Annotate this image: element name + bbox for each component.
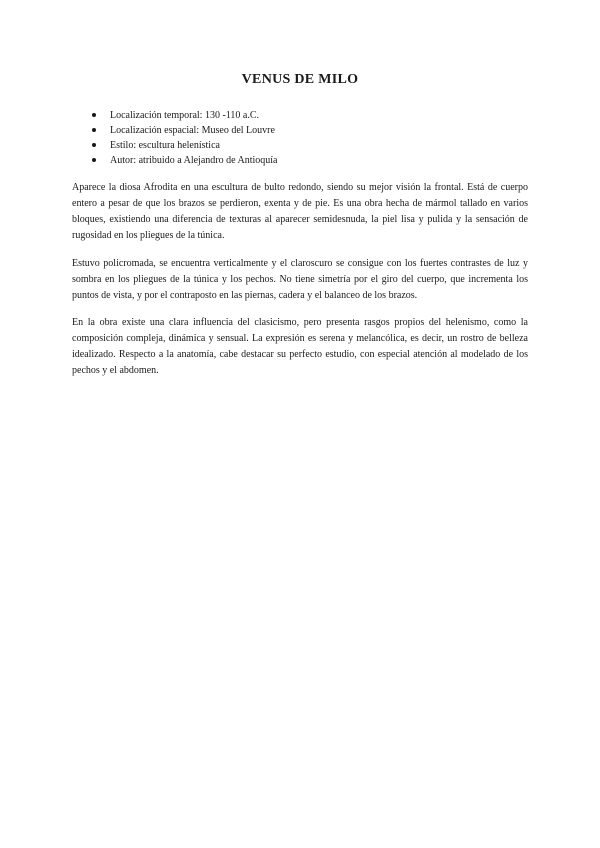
list-item-text: Estilo: escultura helenística xyxy=(110,140,220,151)
bullet-icon xyxy=(92,128,96,132)
paragraph-influence: En la obra existe una clara influencia del clasicismo, pero presenta rasgos propios del helenismo, como la composición compleja, dinámica y sensual. La expresión es serena y melancólica, es decir, un rostro de belleza idealizado. Respecto a la anatomía, cabe destacar su perfecto estudio, con especial atención al modelado de los pechos y el abdomen. xyxy=(72,317,528,376)
bullet-icon xyxy=(92,143,96,147)
list-item-text: Localización espacial: Museo del Louvre xyxy=(110,125,275,136)
list-item-temporal xyxy=(92,108,277,123)
list-item-espacial xyxy=(92,123,277,138)
list-item-estilo xyxy=(92,138,277,153)
bullet-icon xyxy=(92,113,96,117)
list-item-text: Localización temporal: 130 -110 a.C. xyxy=(110,110,260,121)
info-list xyxy=(92,108,277,168)
paragraph-description: Aparece la diosa Afrodita en una escultura de bulto redondo, siendo su mejor visión la frontal. Está de cuerpo entero a pesar de que los brazos se perdieron, exenta y de pie. Es una obra hecha de mármol tallado en varios bloques, existiendo una diferencia de texturas al aparecer semidesnuda, la piel lisa y pulida y la sensación de rugosidad en los pliegues de la túnica. xyxy=(72,182,528,241)
bullet-icon xyxy=(92,158,96,162)
document-title: VENUS DE MILO xyxy=(241,72,359,87)
list-item-text: Autor: atribuido a Alejandro de Antioquía xyxy=(110,155,278,166)
paragraph-technique: Estuvo policromada, se encuentra verticalmente y el claroscuro se consigue con los fuertes contrastes de luz y sombra en los pliegues de la túnica y los pechos. No tiene simetría por el giro del cuerpo, que incrementa los puntos de vista, y por el contraposto en las piernas, cadera y el balanceo de los brazos. xyxy=(72,258,528,301)
list-item-autor xyxy=(92,153,277,168)
